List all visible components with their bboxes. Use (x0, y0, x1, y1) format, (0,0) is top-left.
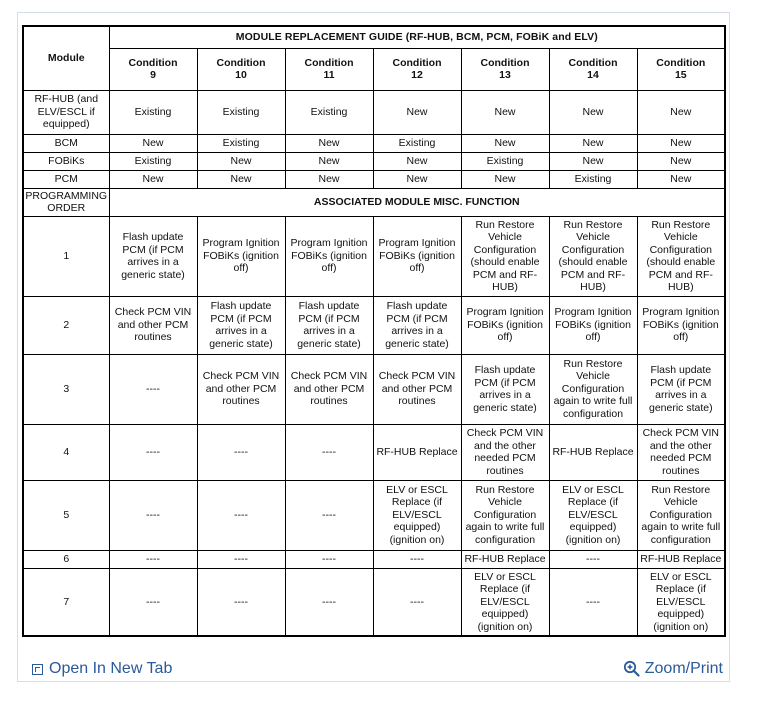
module-status-cell: New (373, 170, 461, 188)
zoom-print-link[interactable] (623, 660, 723, 678)
step-action-cell: Flash update PCM (if PCM arrives in a generic state) (461, 354, 549, 424)
module-header: Module (23, 26, 109, 90)
step-action-cell: ---- (197, 568, 285, 636)
step-action-cell: ---- (373, 550, 461, 568)
guide-table-body (23, 26, 725, 636)
programming-step-row (23, 354, 725, 424)
open-in-new-tab-link[interactable] (32, 660, 172, 678)
step-action-cell: Check PCM VIN and other PCM routines (285, 354, 373, 424)
module-row (23, 90, 725, 134)
condition-header: Condition 9 (109, 48, 197, 90)
module-row (23, 170, 725, 188)
module-status-cell: New (197, 170, 285, 188)
step-action-cell: ---- (109, 354, 197, 424)
step-action-cell: ---- (109, 424, 197, 480)
module-status-cell: New (373, 152, 461, 170)
step-action-cell: Program Ignition FOBiKs (ignition off) (373, 216, 461, 296)
module-status-cell: Existing (461, 152, 549, 170)
table-title: MODULE REPLACEMENT GUIDE (RF-HUB, BCM, PCM, FOBiK and ELV) (109, 26, 725, 48)
document-card (17, 12, 730, 682)
condition-header: Condition 11 (285, 48, 373, 90)
condition-header: Condition 12 (373, 48, 461, 90)
step-action-cell: ---- (197, 480, 285, 550)
module-status-cell: New (549, 152, 637, 170)
module-status-cell: New (461, 170, 549, 188)
module-status-cell: Existing (109, 152, 197, 170)
module-status-cell: New (109, 170, 197, 188)
module-status-cell: Existing (109, 90, 197, 134)
module-row-label: BCM (23, 134, 109, 152)
module-status-cell: New (285, 170, 373, 188)
step-action-cell: Run Restore Vehicle Configuration (should enable PCM and RF-HUB) (461, 216, 549, 296)
condition-header: Condition 14 (549, 48, 637, 90)
step-action-cell: RF-HUB Replace (637, 550, 725, 568)
step-action-cell: Flash update PCM (if PCM arrives in a generic state) (637, 354, 725, 424)
step-action-cell: ---- (373, 568, 461, 636)
module-status-cell: New (461, 134, 549, 152)
module-row-label: RF-HUB (and ELV/ESCL if equipped) (23, 90, 109, 134)
step-action-cell: ---- (549, 568, 637, 636)
module-status-cell: New (549, 134, 637, 152)
condition-header-row (23, 48, 725, 90)
module-row-label: PCM (23, 170, 109, 188)
step-action-cell: Run Restore Vehicle Configuration again to write full configuration (549, 354, 637, 424)
step-action-cell: Run Restore Vehicle Configuration again to write full configuration (461, 480, 549, 550)
step-action-cell: ELV or ESCL Replace (if ELV/ESCL equipped) (ignition on) (549, 480, 637, 550)
module-status-cell: New (461, 90, 549, 134)
zoom-icon (623, 660, 641, 678)
step-action-cell: Check PCM VIN and other PCM routines (373, 354, 461, 424)
step-action-cell: Program Ignition FOBiKs (ignition off) (461, 296, 549, 354)
module-row (23, 152, 725, 170)
step-action-cell: Run Restore Vehicle Configuration (should enable PCM and RF-HUB) (637, 216, 725, 296)
step-action-cell: ---- (109, 568, 197, 636)
module-status-cell: New (637, 170, 725, 188)
footer-bar (18, 655, 731, 682)
module-status-cell: Existing (285, 90, 373, 134)
step-action-cell: Flash update PCM (if PCM arrives in a generic state) (373, 296, 461, 354)
module-status-cell: Existing (549, 170, 637, 188)
module-status-cell: Existing (197, 90, 285, 134)
module-status-cell: New (197, 152, 285, 170)
module-status-cell: New (109, 134, 197, 152)
step-action-cell: ---- (285, 568, 373, 636)
programming-step-row (23, 216, 725, 296)
step-number: 1 (23, 216, 109, 296)
step-action-cell: ---- (285, 424, 373, 480)
module-status-cell: New (285, 152, 373, 170)
step-action-cell: RF-HUB Replace (373, 424, 461, 480)
step-action-cell: Flash update PCM (if PCM arrives in a generic state) (197, 296, 285, 354)
module-status-cell: New (637, 134, 725, 152)
step-action-cell: Check PCM VIN and the other needed PCM routines (461, 424, 549, 480)
step-action-cell: Run Restore Vehicle Configuration again to write full configuration (637, 480, 725, 550)
module-status-cell: New (549, 90, 637, 134)
module-status-cell: Existing (373, 134, 461, 152)
step-action-cell: Program Ignition FOBiKs (ignition off) (549, 296, 637, 354)
step-action-cell: Check PCM VIN and the other needed PCM routines (637, 424, 725, 480)
open-new-tab-icon (32, 664, 43, 675)
zoom-print-label: Zoom/Print (644, 660, 723, 677)
condition-header: Condition 15 (637, 48, 725, 90)
step-action-cell: Program Ignition FOBiKs (ignition off) (285, 216, 373, 296)
step-number: 5 (23, 480, 109, 550)
module-status-cell: New (373, 90, 461, 134)
step-action-cell: ---- (285, 550, 373, 568)
module-replacement-guide (22, 25, 725, 655)
step-action-cell: Flash update PCM (if PCM arrives in a generic state) (285, 296, 373, 354)
step-action-cell: Check PCM VIN and other PCM routines (109, 296, 197, 354)
step-action-cell: Program Ignition FOBiKs (ignition off) (197, 216, 285, 296)
module-status-cell: New (637, 90, 725, 134)
step-number: 3 (23, 354, 109, 424)
module-status-cell: Existing (197, 134, 285, 152)
module-row (23, 134, 725, 152)
step-action-cell: ELV or ESCL Replace (if ELV/ESCL equipped) (ignition on) (461, 568, 549, 636)
step-action-cell: Flash update PCM (if PCM arrives in a generic state) (109, 216, 197, 296)
step-action-cell: ---- (197, 550, 285, 568)
step-action-cell: ---- (109, 550, 197, 568)
module-row-label: FOBiKs (23, 152, 109, 170)
programming-step-row (23, 296, 725, 354)
step-action-cell: Program Ignition FOBiKs (ignition off) (637, 296, 725, 354)
programming-step-row (23, 424, 725, 480)
step-number: 2 (23, 296, 109, 354)
programming-step-row (23, 550, 725, 568)
step-action-cell: ---- (197, 424, 285, 480)
step-action-cell: RF-HUB Replace (461, 550, 549, 568)
programming-step-row (23, 480, 725, 550)
condition-header: Condition 10 (197, 48, 285, 90)
step-action-cell: ---- (109, 480, 197, 550)
step-action-cell: Check PCM VIN and other PCM routines (197, 354, 285, 424)
misc-function-header: ASSOCIATED MODULE MISC. FUNCTION (109, 188, 725, 216)
module-status-cell: New (285, 134, 373, 152)
programming-step-row (23, 568, 725, 636)
condition-header: Condition 13 (461, 48, 549, 90)
programming-order-label: PROGRAMMING ORDER (23, 188, 109, 216)
step-action-cell: ---- (285, 480, 373, 550)
programming-order-header-row (23, 188, 725, 216)
module-status-cell: New (637, 152, 725, 170)
step-action-cell: Run Restore Vehicle Configuration (should enable PCM and RF-HUB) (549, 216, 637, 296)
step-number: 7 (23, 568, 109, 636)
step-action-cell: RF-HUB Replace (549, 424, 637, 480)
step-action-cell: ELV or ESCL Replace (if ELV/ESCL equipped) (ignition on) (637, 568, 725, 636)
guide-table (22, 25, 726, 637)
step-number: 4 (23, 424, 109, 480)
step-action-cell: ---- (549, 550, 637, 568)
open-in-new-tab-label: Open In New Tab (49, 660, 173, 677)
step-number: 6 (23, 550, 109, 568)
step-action-cell: ELV or ESCL Replace (if ELV/ESCL equipped) (ignition on) (373, 480, 461, 550)
